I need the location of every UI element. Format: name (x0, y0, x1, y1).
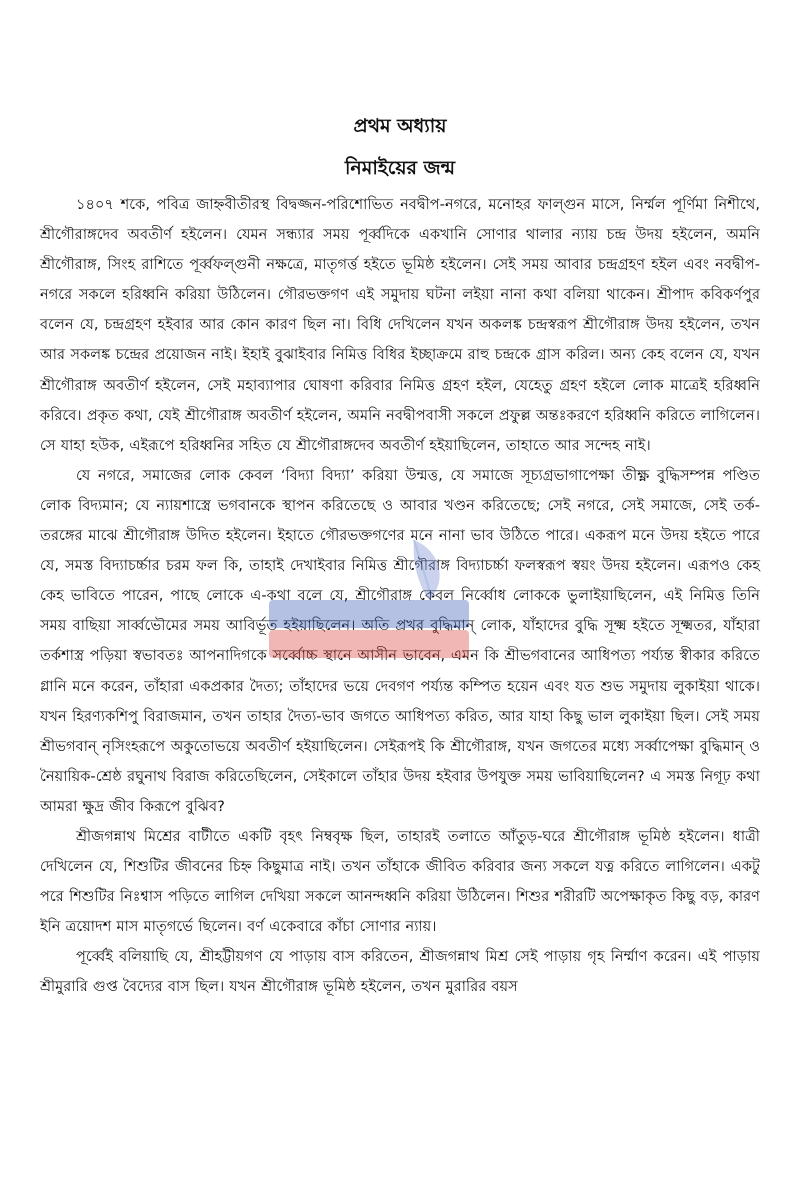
section-title: নিমাইয়ের জন্ম (345, 157, 455, 179)
chapter-title: প্রথম অধ্যায় (353, 115, 447, 137)
paragraph-2: যে নগরে, সমাজের লোক কেবল ‘বিদ্যা বিদ্যা’ করিয়া উন্মত্ত, যে সমাজে সূচ্যগ্রভাগাপেক্ষা তীক্ষ্ণ বুদ্ধিসম্পন্ন পণ্ডিত লোক বিদ্যমান; যে ন্যায়শাস্ত্রে ভগবানকে স্থাপন করিতেছে ও আবার খণ্ডন করিতেছে; সেই নগরে, সেই সমাজে, সেই তর্ক-তরঙ্গের মাঝে শ্রীগৌরাঙ্গ উদিত হইলেন। ইহাতে গৌরভক্তগণের মনে নানা ভাব উঠিতে পারে। একরূপ মনে উদয় হইতে পারে যে, সমস্ত বিদ্যাচর্চ্চার চরম ফল কি, তাহাই দেখাইবার নিমিত্ত শ্রীগৌরাঙ্গ বিদ্যাচর্চ্চা ফলস্বরূপ স্বয়ং উদয় হইলেন। এরূপও কেহ কেহ ভাবিতে পারেন, পাছে লোকে এ-কথা বলে যে, শ্রীগৌরাঙ্গ কেবল নির্ব্বোধ লোককে ভুলাইয়াছিলেন, এই নিমিত্ত তিনি সময় বাছিয়া সার্ব্বভৌমের সময় আবির্ভূত হইয়াছিলেন। অতি প্রখর বুদ্ধিমান্ লোক, যাঁহাদের বুদ্ধি সূক্ষ্ম হইতে সূক্ষ্মতর, যাঁহারা তর্কশাস্ত্র পড়িয়া স্বভাবতঃ আপনাদিগকে সর্ব্বোচ্চ স্থানে আসীন ভাবেন, এমন কি শ্রীভগবানের আধিপত্য পর্য্যন্ত স্বীকার করিতে গ্লানি মনে করেন, তাঁহারা একপ্রকার দৈত্য; তাঁহাদের ভয়ে দেবগণ পর্য্যন্ত কম্পিত হয়েন এবং যত শুভ সমুদায় লুকাইয়া থাকে। যখন হিরণ্যকশিপু বিরাজমান, তখন তাহার দৈত্য-ভাব জগতে আধিপত্য করিত, আর যাহা কিছু ভাল লুকাইয়া ছিল। সেই সময় শ্রীভগবান্ নৃসিংহরূপে অকুতোভয়ে অবতীর্ণ হইয়াছিলেন। সেইরূপই কি শ্রীগৌরাঙ্গ, যখন জগতের মধ্যে সর্ব্বাপেক্ষা বুদ্ধিমান্ ও নৈয়ায়িক-শ্রেষ্ঠ রঘুনাথ বিরাজ করিতেছিলেন, সেইকালে তাঁহার উদয় হইবার উপযুক্ত সময় ভাবিয়াছিলেন? এ সমস্ত নিগূঢ় কথা আমরা ক্ষুদ্র জীব কিরূপে বুঝিব? (40, 466, 760, 815)
paragraph-4: পূর্ব্বেই বলিয়াছি যে, শ্রীহট্টীয়গণ যে পাড়ায় বাস করিতেন, শ্রীজগন্নাথ মিশ্র সেই পাড়ায় গৃহ নির্ম্মাণ করেন। এই পাড়ায় শ্রীমুরারি গুপ্ত বৈদ্যের বাস ছিল। যখন শ্রীগৌরাঙ্গ ভূমিষ্ঠ হইলেন, তখন মুরারির বয়স (40, 948, 760, 996)
page-content (40, 112, 760, 1003)
paragraph-3: শ্রীজগন্নাথ মিশ্রের বাটীতে একটি বৃহৎ নিম্ববৃক্ষ ছিল, তাহারই তলাতে আঁতুড়-ঘরে শ্রীগৌরাঙ্গ ভূমিষ্ঠ হইলেন। ধাত্রী দেখিলেন যে, শিশুটির জীবনের চিহ্ন কিছুমাত্র নাই। তখন তাঁহাকে জীবিত করিবার জন্য সকলে যত্ন করিতে লাগিলেন। একটু পরে শিশুটির নিঃশ্বাস পড়িতে লাগিল দেখিয়া সকলে আনন্দধ্বনি করিয়া উঠিলেন। শিশুর শরীরটি অপেক্ষাকৃত কিছু বড়, কারণ ইনি ত্রয়োদশ মাস মাতৃগর্ভে ছিলেন। বর্ণ একেবারে কাঁচা সোণার ন্যায়। (40, 827, 760, 936)
paragraph-1: ১৪০৭ শকে, পবিত্র জাহ্নবীতীরস্থ বিদ্বজ্জন-পরিশোভিত নবদ্বীপ-নগরে, মনোহর ফাল্গুন মাসে, নির্ম্মল পূর্ণিমা নিশীথে, শ্রীগৌরাঙ্গদেব অবতীর্ণ হইলেন। যেমন সন্ধ্যার সময় পূর্ব্বদিকে একখানি সোণার থালার ন্যায় চন্দ্র উদয় হইলেন, অমনি শ্রীগৌরাঙ্গ, সিংহ রাশিতে পূর্ব্বফল্গুনী নক্ষত্রে, মাতৃগর্ত্ত হইতে ভূমিষ্ঠ হইলেন। সেই সময় আবার চন্দ্রগ্রহণ হইল এবং নবদ্বীপ-নগরে সকলে হরিধ্বনি করিয়া উঠিলেন। গৌরভক্তগণ এই সমুদায় ঘটনা লইয়া নানা কথা বলিয়া থাকেন। শ্রীপাদ কবিকর্ণপুর বলেন যে, চন্দ্রগ্রহণ হইবার আর কোন কারণ ছিল না। বিধি দেখিলেন যখন অকলঙ্ক চন্দ্রস্বরূপ শ্রীগৌরাঙ্গ উদয় হইলেন, তখন আর সকলঙ্ক চন্দ্রের প্রয়োজন নাই। ইহাই বুঝাইবার নিমিত্ত বিধির ইচ্ছাক্রমে রাহু চন্দ্রকে গ্রাস করিল। অন্য কেহ বলেন যে, যখন শ্রীগৌরাঙ্গ অবতীর্ণ হইলেন, সেই মহাব্যাপার ঘোষণা করিবার নিমিত্ত গ্রহণ হইল, যেহেতু গ্রহণ হইলে লোক মাত্রেই হরিধ্বনি করিবে। প্রকৃত কথা, যেই শ্রীগৌরাঙ্গ অবতীর্ণ হইলেন, অমনি নবদ্বীপবাসী সকলে প্রফুল্ল অন্তঃকরণে হরিধ্বনি করিতে লাগিলেন। সে যাহা হউক, এইরূপে হরিধ্বনির সহিত যে শ্রীগৌরাঙ্গদেব অবতীর্ণ হইয়াছিলেন, তাহাতে আর সন্দেহ নাই। (40, 196, 760, 454)
